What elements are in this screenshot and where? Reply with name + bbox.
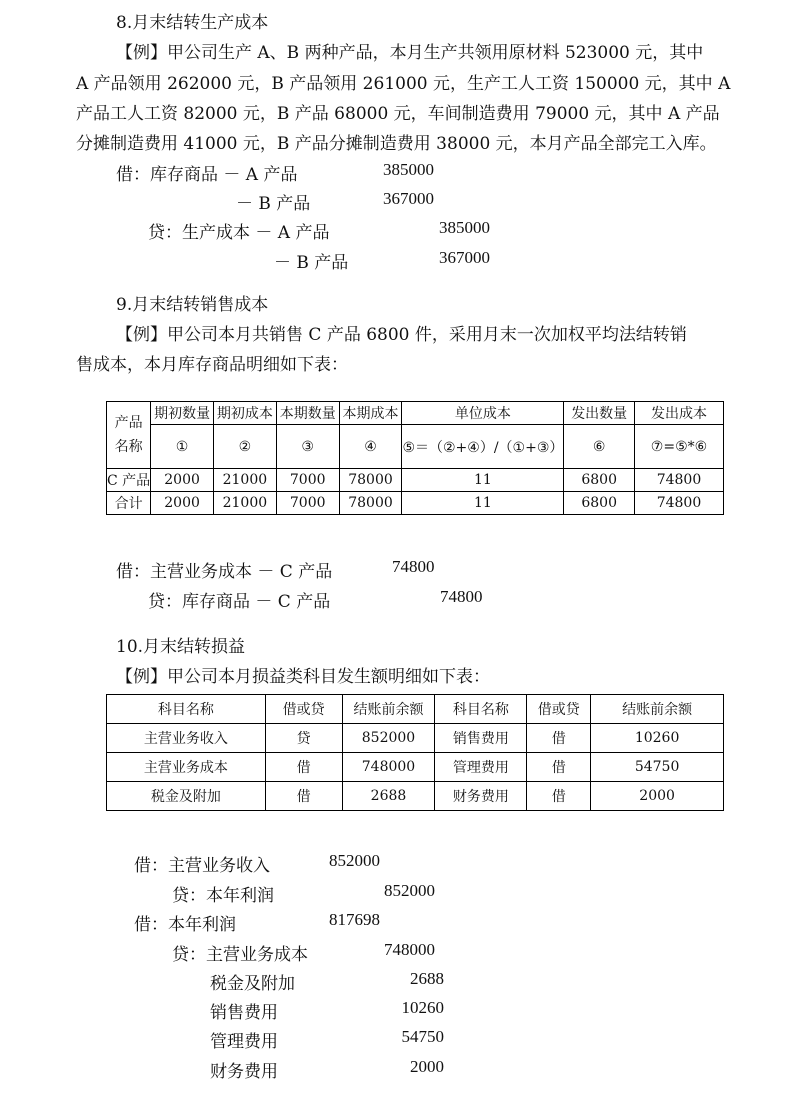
sec10-entry-3-label: 借：本年利润 — [134, 915, 236, 935]
sec8-entry-credit-a-amount: 385000 — [439, 218, 490, 237]
table-row — [107, 724, 724, 753]
formula-cell: ② — [213, 425, 276, 469]
table-cell: 21000 — [213, 492, 276, 515]
column-header: 发出数量 — [564, 402, 635, 425]
table-cell: 借 — [527, 782, 591, 811]
formula-cell: ⑤＝（②+④）/（①+③） — [402, 425, 564, 469]
sec9-example-line-2: 售成本，本月库存商品明细如下表： — [76, 355, 348, 375]
formula-cell: ⑦=⑤*⑥ — [634, 425, 723, 469]
column-header: 单位成本 — [402, 402, 564, 425]
table-cell: 借 — [265, 782, 342, 811]
table-row — [107, 782, 724, 811]
column-header: 结账前余额 — [342, 695, 435, 724]
formula-row — [107, 425, 724, 469]
sec8-entry-debit-b-amount: 367000 — [383, 189, 434, 208]
table-cell: 借 — [527, 753, 591, 782]
table-cell: 54750 — [591, 753, 724, 782]
sec10-entry-8-label: 财务费用 — [210, 1062, 278, 1082]
section-8-heading: 8.月末结转生产成本 — [116, 13, 269, 33]
column-header: 本期数量 — [276, 402, 339, 425]
sec10-entry-8-amount: 2000 — [410, 1057, 444, 1076]
sec9-entry-debit-amount: 74800 — [392, 557, 435, 576]
sec8-entry-debit-a-amount: 385000 — [383, 160, 434, 179]
table-cell: 主营业务收入 — [107, 724, 266, 753]
table-cell: 11 — [402, 492, 564, 515]
sec9-entry-debit-label: 借：主营业务成本 － C 产品 — [116, 562, 333, 582]
column-header: 期初数量 — [151, 402, 214, 425]
sec10-example-line-1: 【例】甲公司本月损益类科目发生额明细如下表： — [116, 667, 490, 687]
sec10-entry-3-amount: 817698 — [329, 910, 380, 929]
sec10-entry-1-amount: 852000 — [329, 851, 380, 870]
sec8-entry-credit-b-label: － B 产品 — [274, 253, 349, 273]
sec9-entry-credit-amount: 74800 — [440, 587, 483, 606]
table-cell: 2000 — [151, 492, 214, 515]
sec8-example-line-1: 【例】甲公司生产 A、B 两种产品，本月生产共领用原材料 523000 元，其中 — [116, 43, 704, 63]
sec10-entry-7-label: 管理费用 — [210, 1032, 278, 1052]
column-header: 发出成本 — [634, 402, 723, 425]
column-header: 科目名称 — [435, 695, 527, 724]
sec8-example-line-2: A 产品领用 262000 元，B 产品领用 261000 元，生产工人工资 150000 元，其中 A — [76, 74, 731, 94]
corner-line-2: 名称 — [114, 439, 143, 455]
sec10-entry-7-amount: 54750 — [401, 1027, 444, 1046]
table-cell: 74800 — [634, 469, 723, 492]
profit-loss-accounts-table — [106, 694, 724, 811]
table-cell: 2000 — [151, 469, 214, 492]
corner-cell — [107, 402, 151, 469]
table-cell: 合计 — [107, 492, 151, 515]
sec10-entry-6-amount: 10260 — [401, 998, 444, 1017]
sec8-entry-credit-a-label: 贷：生产成本 － A 产品 — [148, 223, 330, 243]
sec10-entry-5-amount: 2688 — [410, 969, 444, 988]
table-row — [107, 469, 724, 492]
formula-cell: ④ — [339, 425, 402, 469]
section-9-heading: 9.月末结转销售成本 — [116, 295, 269, 315]
sec10-entry-2-label: 贷：本年利润 — [172, 886, 274, 906]
table-row — [107, 492, 724, 515]
table-cell: 6800 — [564, 492, 635, 515]
table-cell: 21000 — [213, 469, 276, 492]
sec8-entry-debit-a-label: 借：库存商品 － A 产品 — [116, 165, 298, 185]
table-cell: 借 — [265, 753, 342, 782]
sec10-entry-4-amount: 748000 — [384, 940, 435, 959]
sec10-entry-6-label: 销售费用 — [210, 1003, 278, 1023]
table-cell: 借 — [527, 724, 591, 753]
sec10-entry-5-label: 税金及附加 — [210, 974, 295, 994]
table-cell: 78000 — [339, 469, 402, 492]
formula-cell: ⑥ — [564, 425, 635, 469]
table-cell: 852000 — [342, 724, 435, 753]
table-header-row — [107, 402, 724, 425]
table-cell: 11 — [402, 469, 564, 492]
table-cell: 税金及附加 — [107, 782, 266, 811]
formula-cell: ③ — [276, 425, 339, 469]
column-header: 科目名称 — [107, 695, 266, 724]
sec9-entry-credit-label: 贷：库存商品 － C 产品 — [148, 592, 331, 612]
table-cell: 管理费用 — [435, 753, 527, 782]
sec9-example-line-1: 【例】甲公司本月共销售 C 产品 6800 件，采用月末一次加权平均法结转销 — [116, 325, 687, 345]
table-cell: 销售费用 — [435, 724, 527, 753]
table-cell: 6800 — [564, 469, 635, 492]
sec10-entry-4-label: 贷：主营业务成本 — [172, 945, 308, 965]
column-header: 本期成本 — [339, 402, 402, 425]
table-cell: C 产品 — [107, 469, 151, 492]
table-cell: 2000 — [591, 782, 724, 811]
table-cell: 7000 — [276, 469, 339, 492]
formula-cell: ① — [151, 425, 214, 469]
table-cell: 主营业务成本 — [107, 753, 266, 782]
table-cell: 财务费用 — [435, 782, 527, 811]
sec8-entry-debit-b-label: － B 产品 — [236, 194, 311, 214]
inventory-detail-table — [106, 401, 724, 515]
table-cell: 748000 — [342, 753, 435, 782]
column-header: 期初成本 — [213, 402, 276, 425]
table-cell: 2688 — [342, 782, 435, 811]
section-10-heading: 10.月末结转损益 — [116, 637, 246, 657]
sec8-example-line-3: 产品工人工资 82000 元，B 产品 68000 元，车间制造费用 79000 元，其中 A 产品 — [76, 104, 720, 124]
column-header: 借或贷 — [527, 695, 591, 724]
table-cell: 10260 — [591, 724, 724, 753]
table-cell: 贷 — [265, 724, 342, 753]
table-header-row — [107, 695, 724, 724]
corner-line-1: 产品 — [114, 415, 143, 431]
column-header: 借或贷 — [265, 695, 342, 724]
column-header: 结账前余额 — [591, 695, 724, 724]
table-row — [107, 753, 724, 782]
table-cell: 74800 — [634, 492, 723, 515]
sec10-entry-2-amount: 852000 — [384, 881, 435, 900]
table-cell: 78000 — [339, 492, 402, 515]
sec8-example-line-4: 分摊制造费用 41000 元，B 产品分摊制造费用 38000 元，本月产品全部完工入库。 — [76, 134, 717, 154]
sec10-entry-1-label: 借：主营业务收入 — [134, 856, 270, 876]
sec8-entry-credit-b-amount: 367000 — [439, 248, 490, 267]
table-cell: 7000 — [276, 492, 339, 515]
